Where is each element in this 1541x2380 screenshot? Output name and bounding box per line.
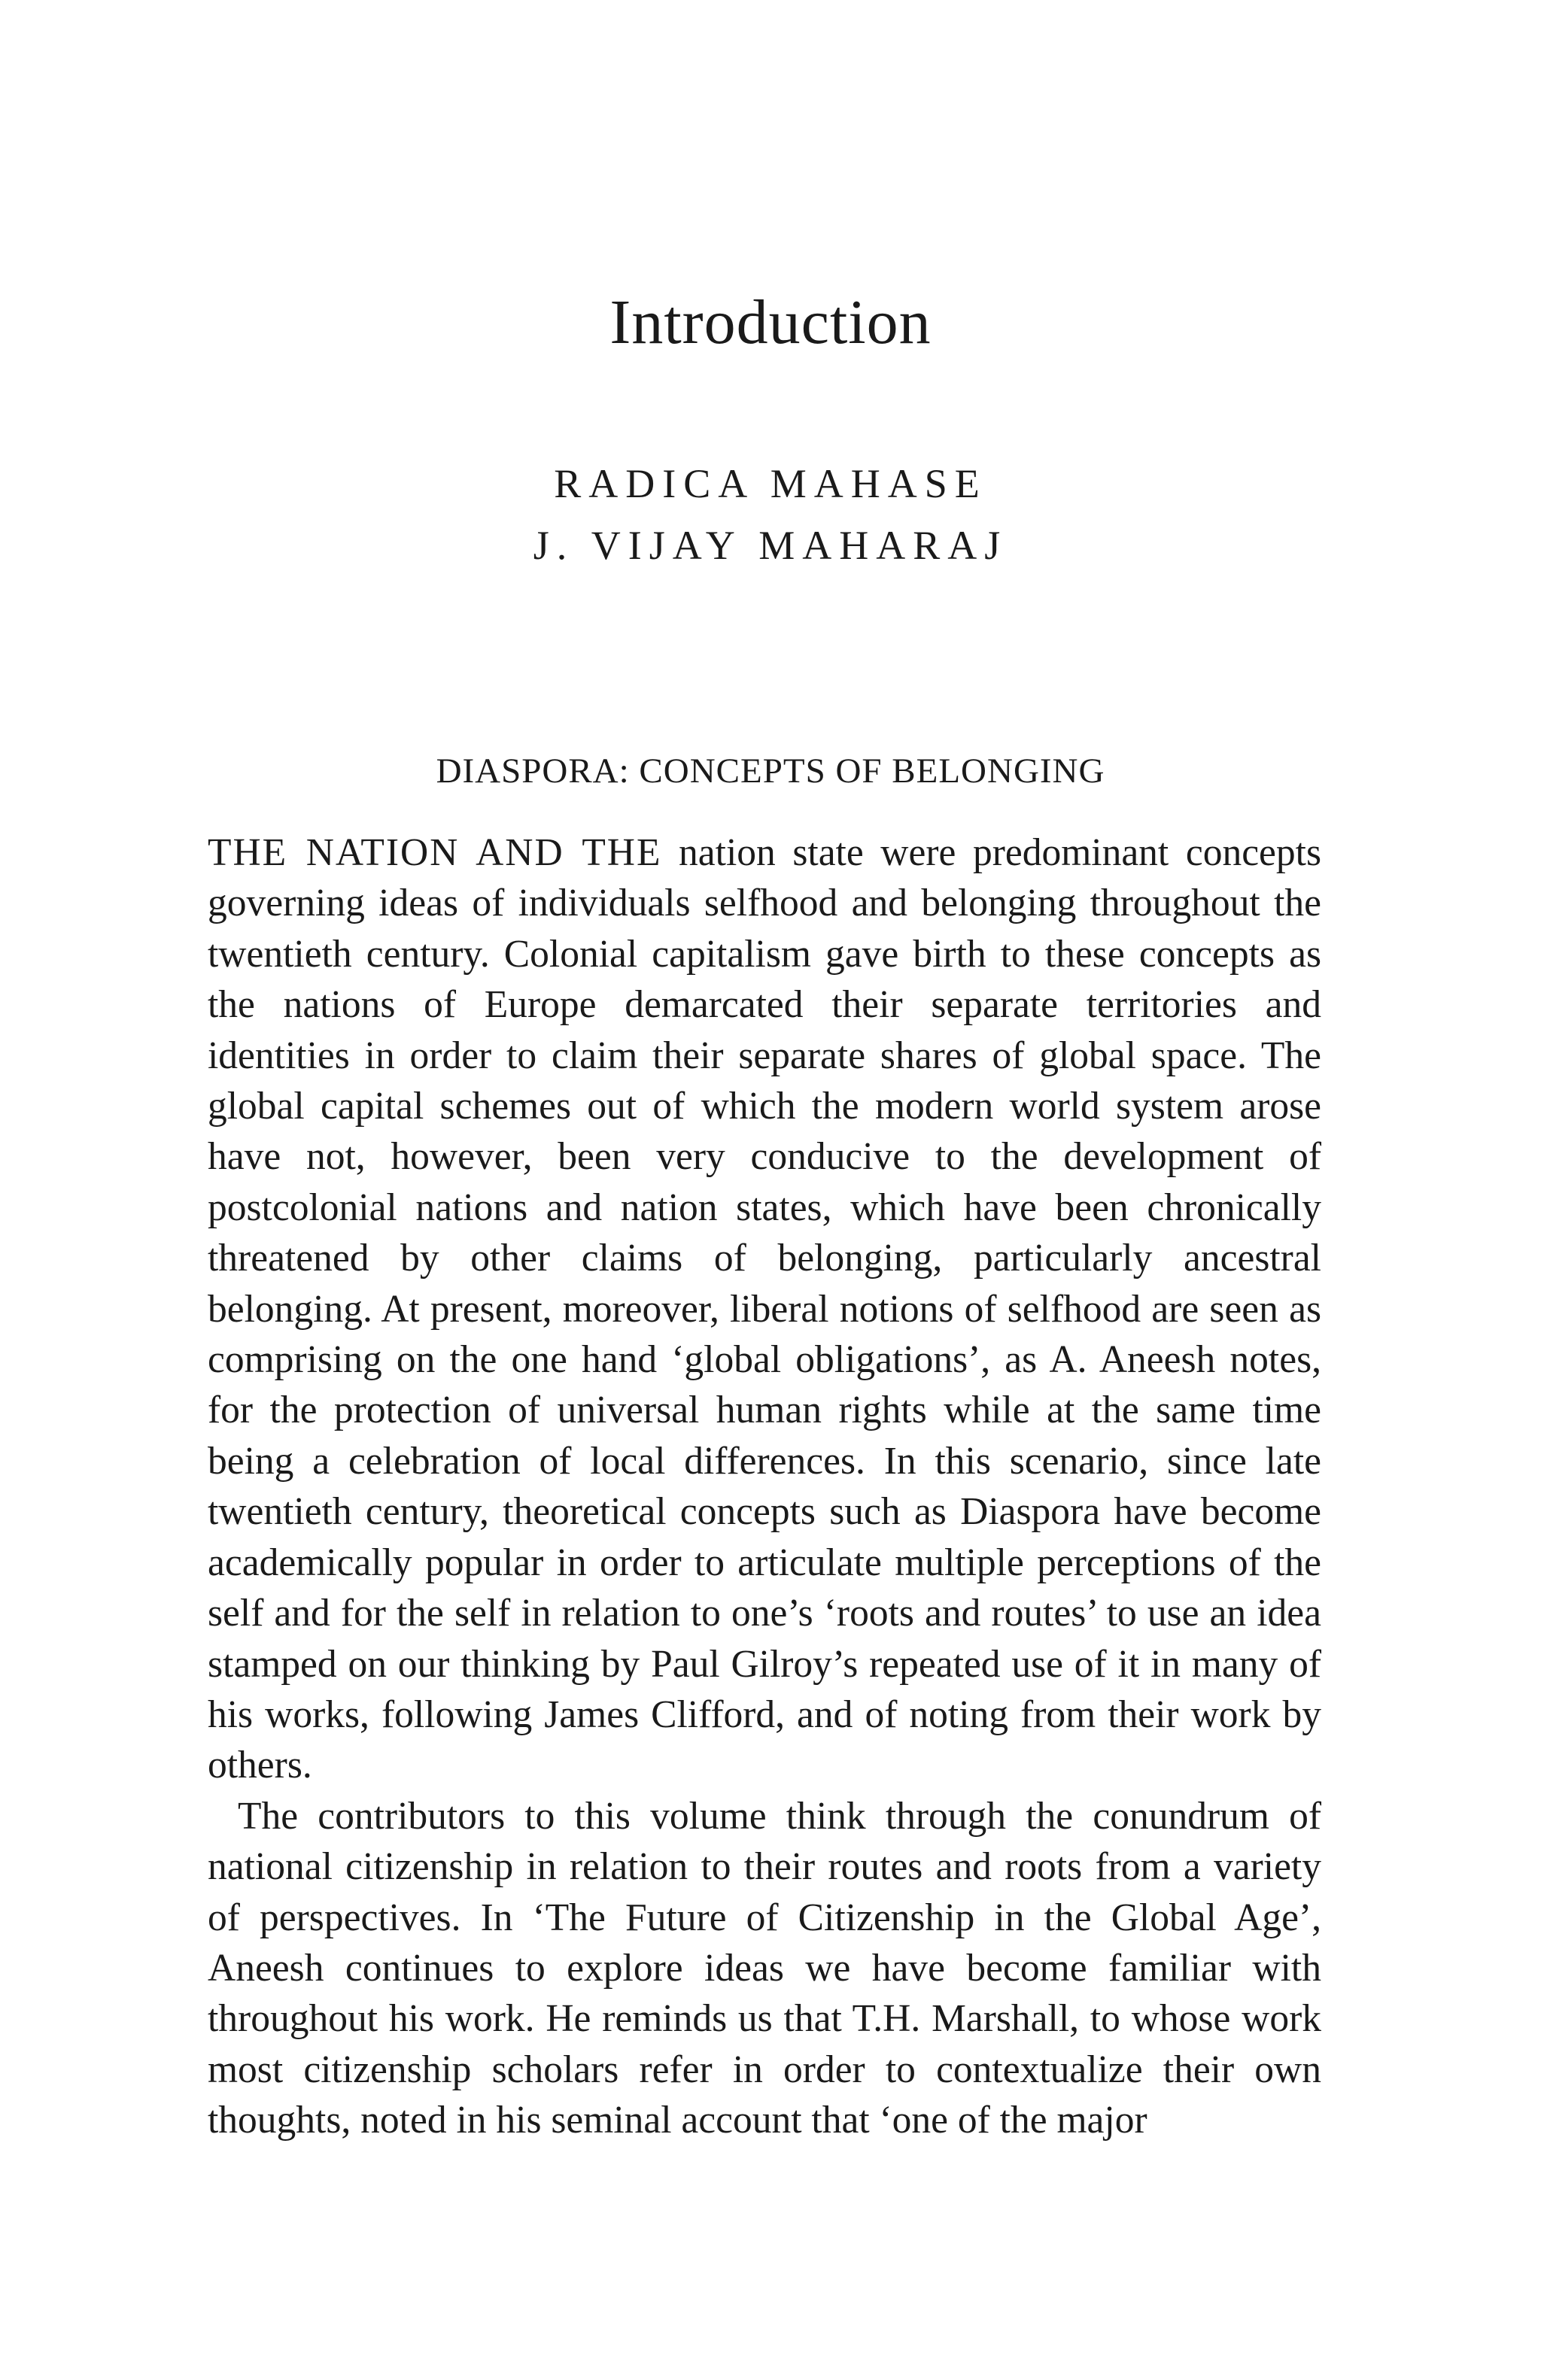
author-name: J. VIJAY MAHARAJ (533, 523, 1008, 568)
chapter-title: Introduction (609, 287, 932, 357)
body-text (208, 827, 1321, 2146)
paragraph-text: nation state were predominant concepts governing ideas of individuals selfhood and belonging throughout the twentieth century. Colonial capitalism gave birth to these concepts as the nations of Europe demarcated their separate territories and identities in order to claim their separate shares of global space. The global capital schemes out of which the modern world system arose have not, however, been very conducive to the development of postcolonial nations and nation states, which have been chronically threatened by other claims of belonging, particularly ancestral belonging. At present, moreover, liberal notions of selfhood are seen as comprising on the one hand ‘global obligations’, as A. Aneesh notes, for the protection of universal human rights while at the same time being a celebration of local differences. In this scenario, since late twentieth century, theoretical concepts such as Diaspora have become academically popular in order to articulate multiple perceptions of the self and for the self in relation to one’s ‘roots and routes’ to use an idea stamped on our thinking by Paul Gilroy’s repeated use of it in many of his works, following James Clifford, and of noting from their work by others. (208, 831, 1322, 1787)
section-heading: DIASPORA: CONCEPTS OF BELONGING (436, 751, 1105, 791)
paragraph (208, 827, 1321, 1791)
author-name: RADICA MAHASE (554, 461, 987, 506)
paragraph: The contributors to this volume think through the conundrum of national citizenship in relation to their routes and roots from a variety of perspectives. In ‘The Future of Citizenship in the Global Age’, Aneesh continues to explore ideas we have become familiar with throughout his work. He reminds us that T.H. Marshall, to whose work most citizenship scholars refer in order to contextualize their own thoughts, noted in his seminal account that ‘one of the major (208, 1794, 1321, 2142)
small-caps-lead-in: THE NATION AND THE (208, 831, 662, 874)
